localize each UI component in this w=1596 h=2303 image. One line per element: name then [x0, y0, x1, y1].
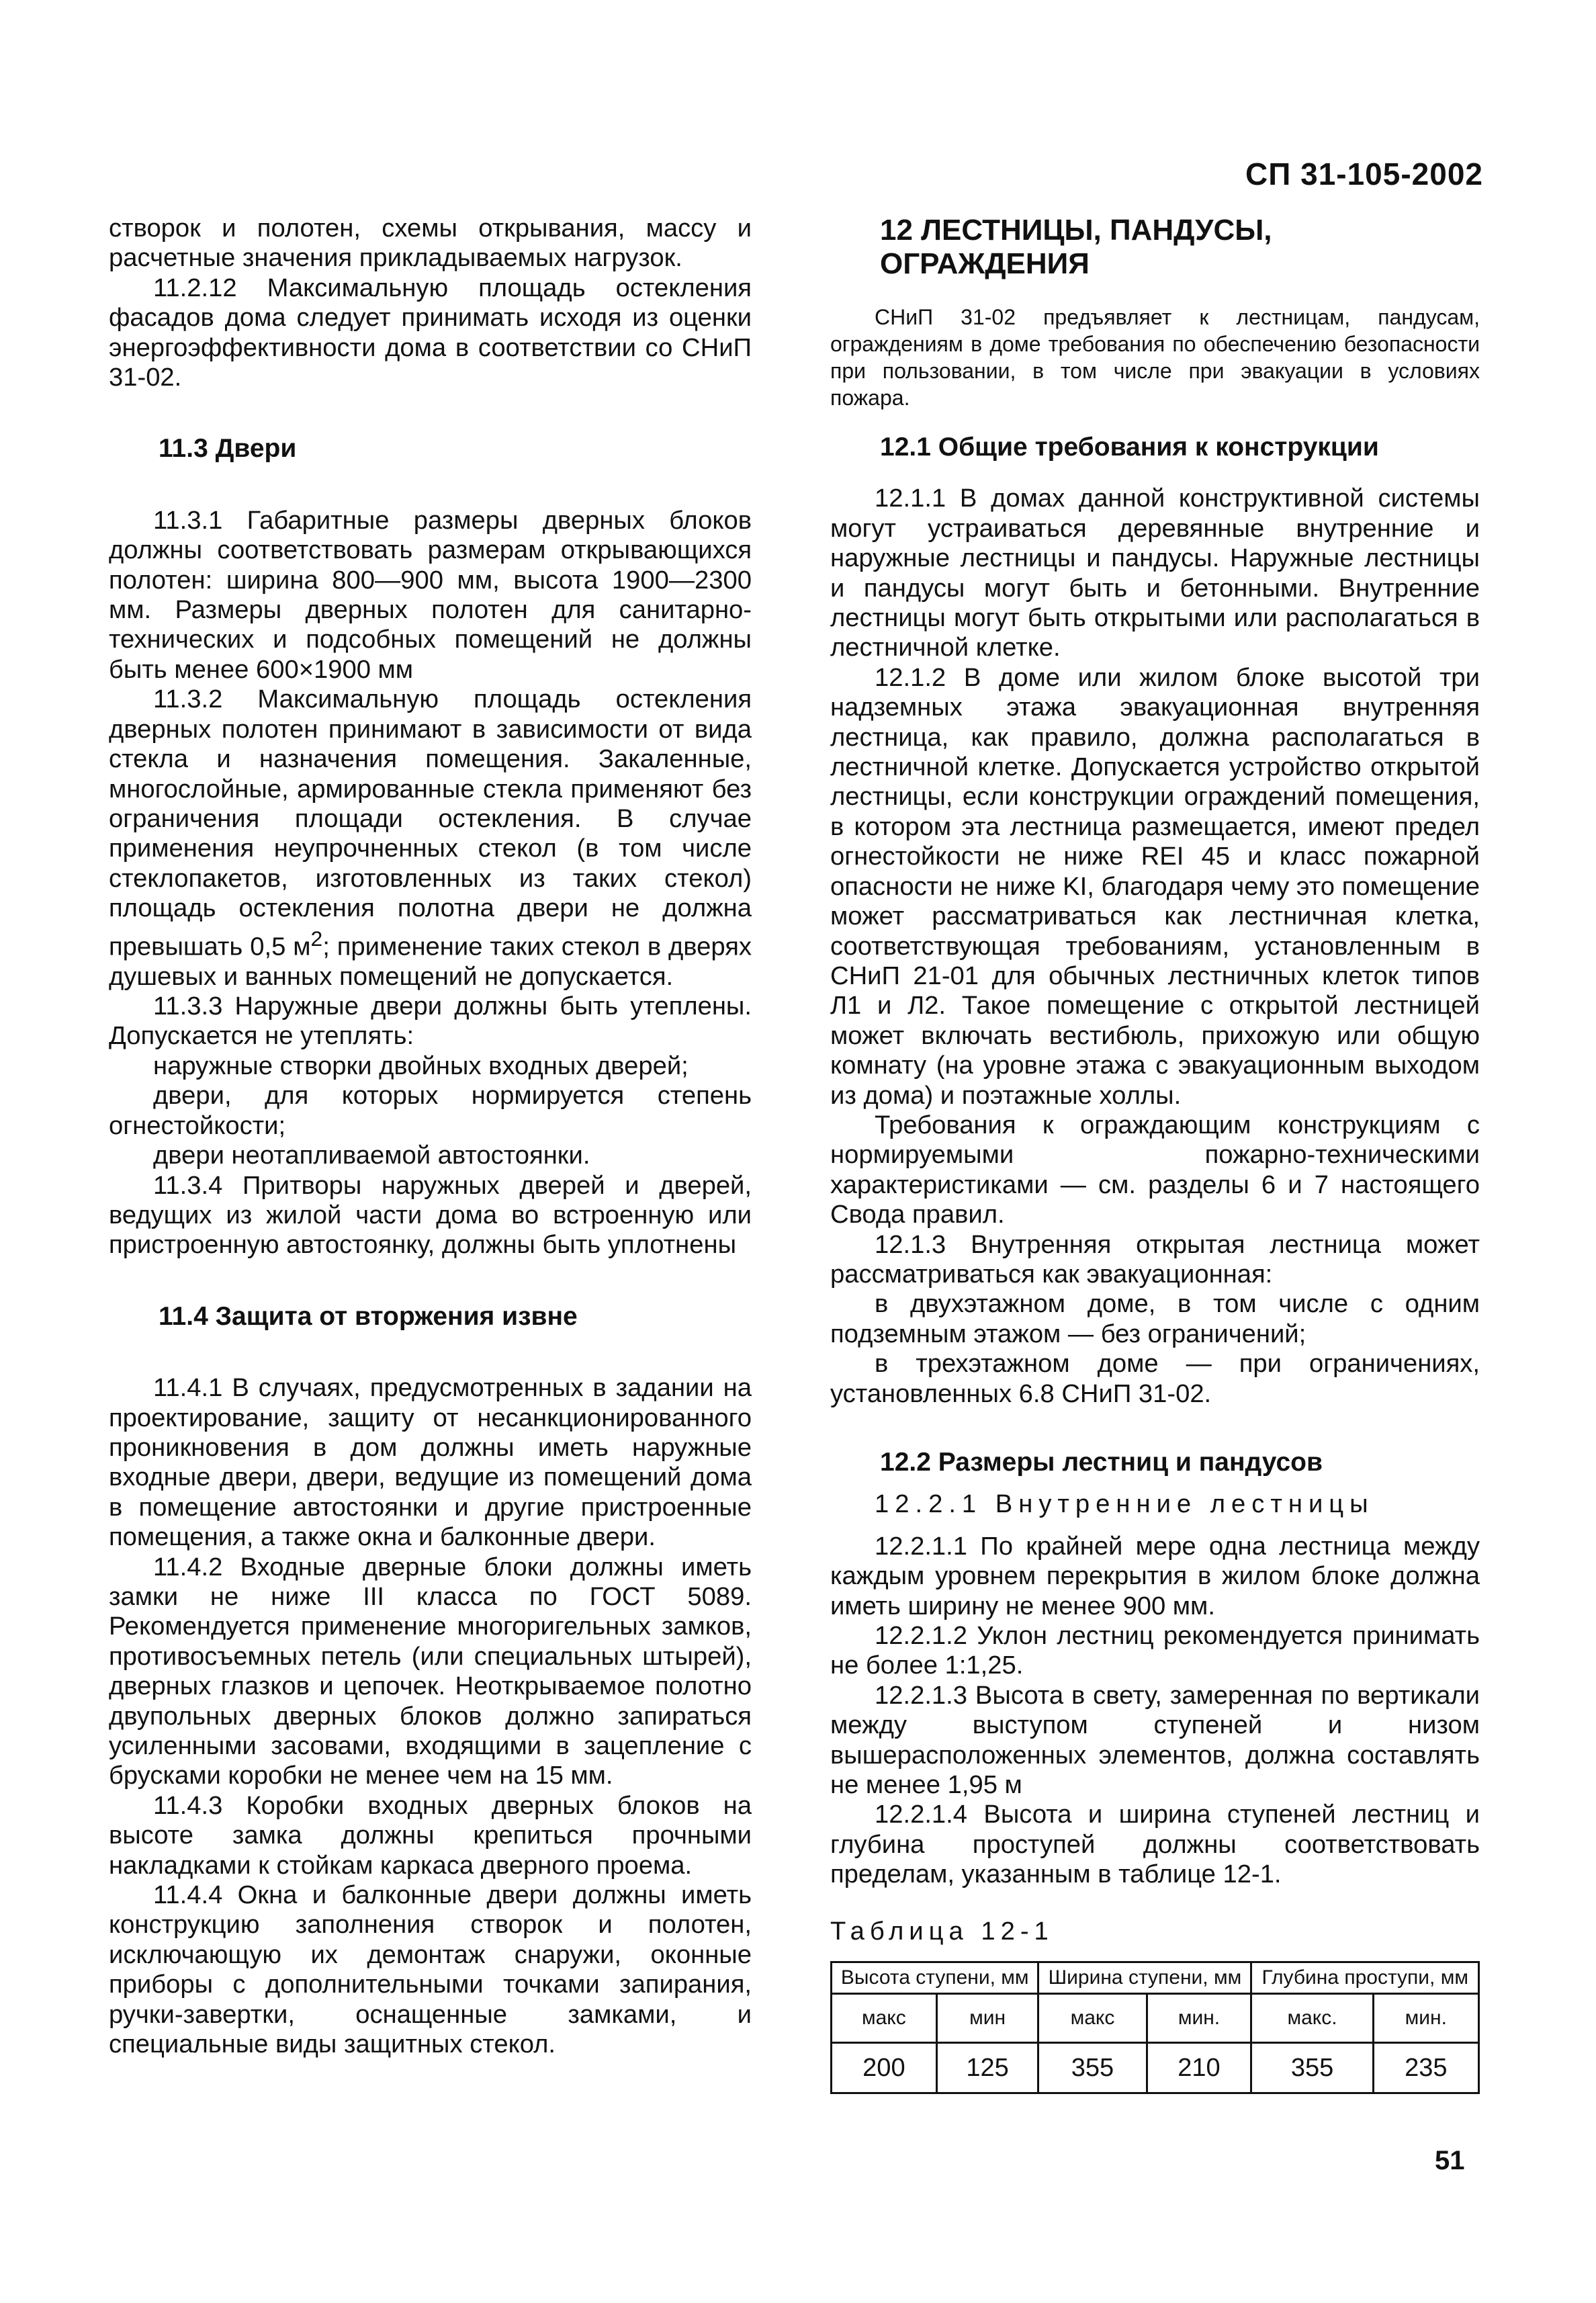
paragraph: 11.4.3 Коробки входных дверных блоков на высоте замка должны крепиться прочными накладками к стойкам каркаса дверного проема. — [109, 1790, 752, 1880]
superscript: 2 — [310, 926, 323, 951]
table-subheader-row — [832, 1994, 1479, 2043]
table-row — [832, 2043, 1479, 2093]
document-code: СП 31-105-2002 — [1245, 157, 1483, 191]
table-header-row — [832, 1962, 1479, 1994]
paragraph: 11.4.2 Входные дверные блоки должны иметь замки не ниже III класса по ГОСТ 5089. Рекомендуется применение многоригельных замков, противосъемных петель (или специальных штырей), дверных глазков и цепочек. Неоткрываемое полотно двупольных дверных блоков должно запираться усиленными засовами, входящими в зацепление с брусками коробки не менее чем на 15 мм. — [109, 1552, 752, 1790]
paragraph: 12.1.1 В домах данной конструктивной системы могут устраиваться деревянные внутренние и наружные лестницы и пандусы. Наружные лестницы и пандусы могут быть и бетонными. Внутренние лестницы могут быть открытыми или располагаться в лестничной клетке. — [830, 484, 1480, 662]
list-item: наружные створки двойных входных дверей; — [153, 1051, 689, 1080]
table-subheader-cell: макс — [1038, 1994, 1147, 2043]
table-header-cell: Ширина ступени, мм — [1038, 1962, 1251, 1994]
paragraph: 11.4.1 В случаях, предусмотренных в задании на проектирование, защиту от несанкционированного проникновения в дом должны иметь наружные входные двери, двери, ведущие из помещений дома в помещение автостоянки и другие пристроенные помещения, а также окна и балконные двери. — [109, 1373, 752, 1552]
paragraph: 12.1.2 В доме или жилом блоке высотой три надземных этажа эвакуационная внутренняя лестница, как правило, должна располагаться в лестничной клетке. Допускается устройство открытой лестницы, если конструкции ограждений помещения, в котором эта лестница размещается, имеют предел огнестойкости не ниже REI 45 и класс пожарной опасности не ниже KI, благодаря чему это помещение может рассматриваться как лестничная клетка, соответствующая требованиям, установленным в СНиП 21-01 для обычных лестничных клеток типов Л1 и Л2. Такое помещение с открытой лестницей может включать вестибюль, прихожую или общую комнату (на уровне этажа с эвакуационным выходом из дома) и поэтажные холлы. — [830, 662, 1480, 1110]
paragraph — [109, 685, 752, 992]
section-heading-sizes: 12.2 Размеры лестниц и пандусов — [880, 1448, 1323, 1477]
paragraph: 12.2.1.3 Высота в свету, замеренная по вертикали между выступом ступеней и низом вышерасположенных элементов, должна составлять не менее 1,95 м — [830, 1680, 1480, 1800]
table-subheader-cell: мин. — [1147, 1994, 1251, 2043]
table-cell: 200 — [832, 2043, 937, 2093]
list-item: двери, для которых нормируется степень огнестойкости; — [109, 1081, 752, 1140]
section-heading-protection: 11.4 Защита от вторжения извне — [159, 1301, 578, 1331]
paragraph: 12.2.1.2 Уклон лестниц рекомендуется принимать не более 1:1,25. — [830, 1621, 1480, 1680]
table-caption: Таблица 12-1 — [830, 1916, 1054, 1946]
paragraph: 11.4.4 Окна и балконные двери должны иметь конструкцию заполнения створок и полотен, исключающую их демонтаж снаружи, оконные приборы с дополнительными точками запирания, ручки-завертки, оснащенные замками, и специальные виды защитных стекол. — [109, 1880, 752, 2059]
table-cell: 210 — [1147, 2043, 1251, 2093]
list-item: в двухэтажном доме, в том числе с одним подземным этажом — без ограничений; — [830, 1289, 1480, 1348]
paragraph: створок и полотен, схемы открывания, массу и расчетные значения прикладываемых нагрузок. — [109, 214, 752, 273]
table-subheader-cell: мин. — [1373, 1994, 1478, 2043]
list-item: в трехэтажном доме — при ограничениях, установленных 6.8 СНиП 31-02. — [830, 1349, 1480, 1408]
paragraph: 12.2.1.1 По крайней мере одна лестница между каждым уровнем перекрытия в жилом блоке должна иметь ширину не менее 900 мм. — [830, 1531, 1480, 1620]
page-number: 51 — [1435, 2146, 1465, 2175]
table-cell: 355 — [1251, 2043, 1373, 2093]
paragraph: 11.2.12 Максимальную площадь остекления фасадов дома следует принимать исходя из оценки энергоэффективности дома в соответствии со СНиП 31-02. — [109, 273, 752, 392]
paragraph: 12.2.1.4 Высота и ширина ступеней лестниц и глубина проступей должны соответствовать пределам, указанным в таблице 12-1. — [830, 1800, 1480, 1889]
table-cell: 235 — [1373, 2043, 1478, 2093]
stairs-table — [830, 1961, 1480, 2094]
table-subheader-cell: макс. — [1251, 1994, 1373, 2043]
paragraph-text: 11.3.2 Максимальную площадь остекления дверных полотен принимают в зависимости от вида стекла и назначения помещения. Закаленные, многослойные, армированные стекла применяют без ограничения площади остекления. В случае применения неупрочненных стекол (в том числе стеклопакетов, изготовленных из таких стекол) площадь остекления полотна двери не должна превышать 0,5 м — [109, 685, 752, 961]
table-subheader-cell: мин — [936, 1994, 1038, 2043]
paragraph: 11.3.3 Наружные двери должны быть утеплены. Допускается не утеплять: — [109, 992, 752, 1051]
subsection-heading: 12.2.1 Внутренние лестницы — [875, 1489, 1374, 1519]
chapter-heading: 12 ЛЕСТНИЦЫ, ПАНДУСЫ, ОГРАЖДЕНИЯ — [880, 214, 1272, 280]
paragraph: 11.3.4 Притворы наружных дверей и дверей, ведущих из жилой части дома во встроенную или пристроенную автостоянку, должны быть уплотнены — [109, 1170, 752, 1260]
paragraph: 12.1.3 Внутренняя открытая лестница может рассматриваться как эвакуационная: — [830, 1229, 1480, 1289]
section-heading-doors: 11.3 Двери — [159, 434, 297, 464]
table-cell: 125 — [936, 2043, 1038, 2093]
table-cell: 355 — [1038, 2043, 1147, 2093]
list-item: двери неотапливаемой автостоянки. — [153, 1141, 590, 1170]
paragraph: 11.3.1 Габаритные размеры дверных блоков должны соответствовать размерам открывающихся полотен: ширина 800—900 мм, высота 1900—2300 мм. Размеры дверных полотен для санитарно-технических и подсобных помещений не должны быть менее 600×1900 мм — [109, 505, 752, 684]
left-column — [109, 214, 752, 2059]
right-column — [830, 214, 1480, 2094]
chapter-intro: СНиП 31-02 предъявляет к лестницам, пандусам, ограждениям в доме требования по обеспечению безопасности при пользовании, в том числе при эвакуации в условиях пожара. — [830, 305, 1480, 410]
paragraph-text: ; применение таких стекол в дверях душевых и ванных помещений не допускается. — [109, 932, 752, 991]
table-header-cell: Высота ступени, мм — [832, 1962, 1038, 1994]
section-heading-general: 12.1 Общие требования к конструкции — [880, 433, 1379, 462]
paragraph: Требования к ограждающим конструкциям с нормируемыми пожарно-техническими характеристиками — см. разделы 6 и 7 настоящего Свода правил. — [830, 1110, 1480, 1229]
table-header-cell: Глубина проступи, мм — [1251, 1962, 1479, 1994]
table-subheader-cell: макс — [832, 1994, 937, 2043]
